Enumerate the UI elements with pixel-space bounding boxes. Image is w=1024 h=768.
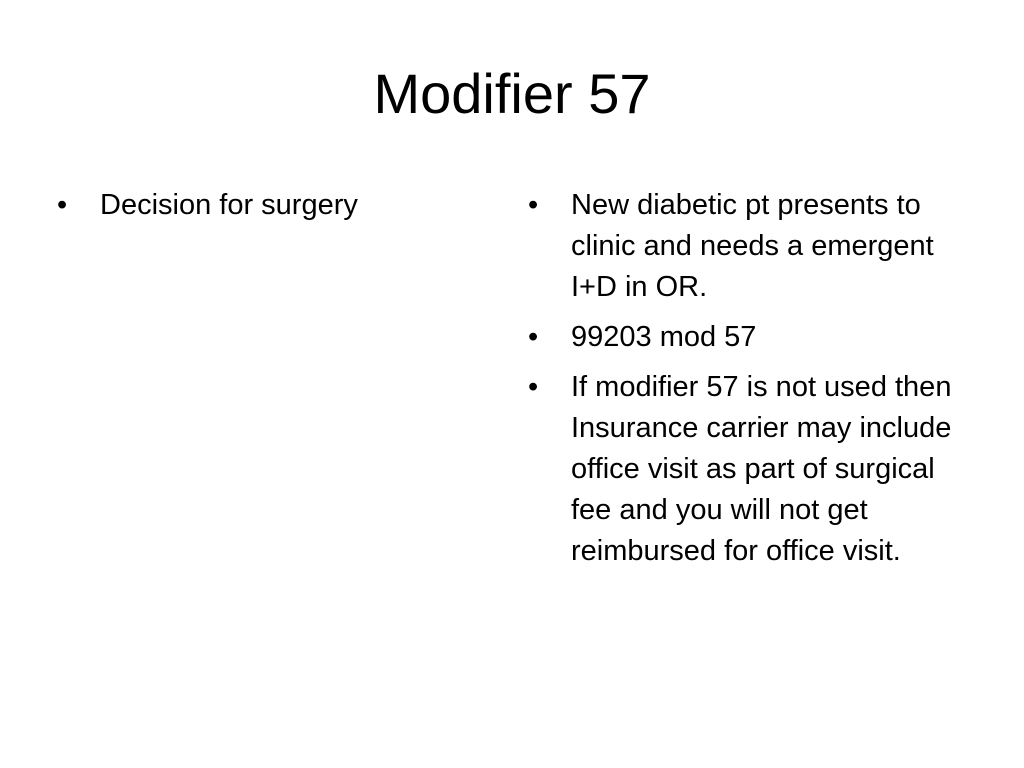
left-bullet-item — [57, 185, 457, 226]
right-bullet-text: New diabetic pt presents to clinic and needs a emergent I+D in OR. — [571, 189, 934, 303]
bullet-icon: • — [528, 321, 539, 353]
bullet-icon: • — [528, 371, 539, 403]
right-bullet-text: 99203 mod 57 — [571, 321, 757, 353]
right-bullet-text: If modifier 57 is not used then Insurance carrier may include office visit as part of surgical fee and you will not get reimbursed for office visit. — [571, 371, 952, 567]
bullet-icon: • — [528, 189, 539, 221]
right-bullet-list — [528, 185, 968, 572]
right-bullet-item — [528, 317, 968, 358]
slide-title: Modifier 57 — [373, 62, 651, 125]
left-bullet-list — [57, 185, 457, 226]
bullet-icon: • — [57, 189, 68, 221]
left-content-column — [57, 185, 457, 235]
right-bullet-item — [528, 185, 968, 308]
right-bullet-item — [528, 367, 968, 572]
right-content-column — [528, 185, 968, 581]
left-bullet-text: Decision for surgery — [100, 189, 358, 221]
